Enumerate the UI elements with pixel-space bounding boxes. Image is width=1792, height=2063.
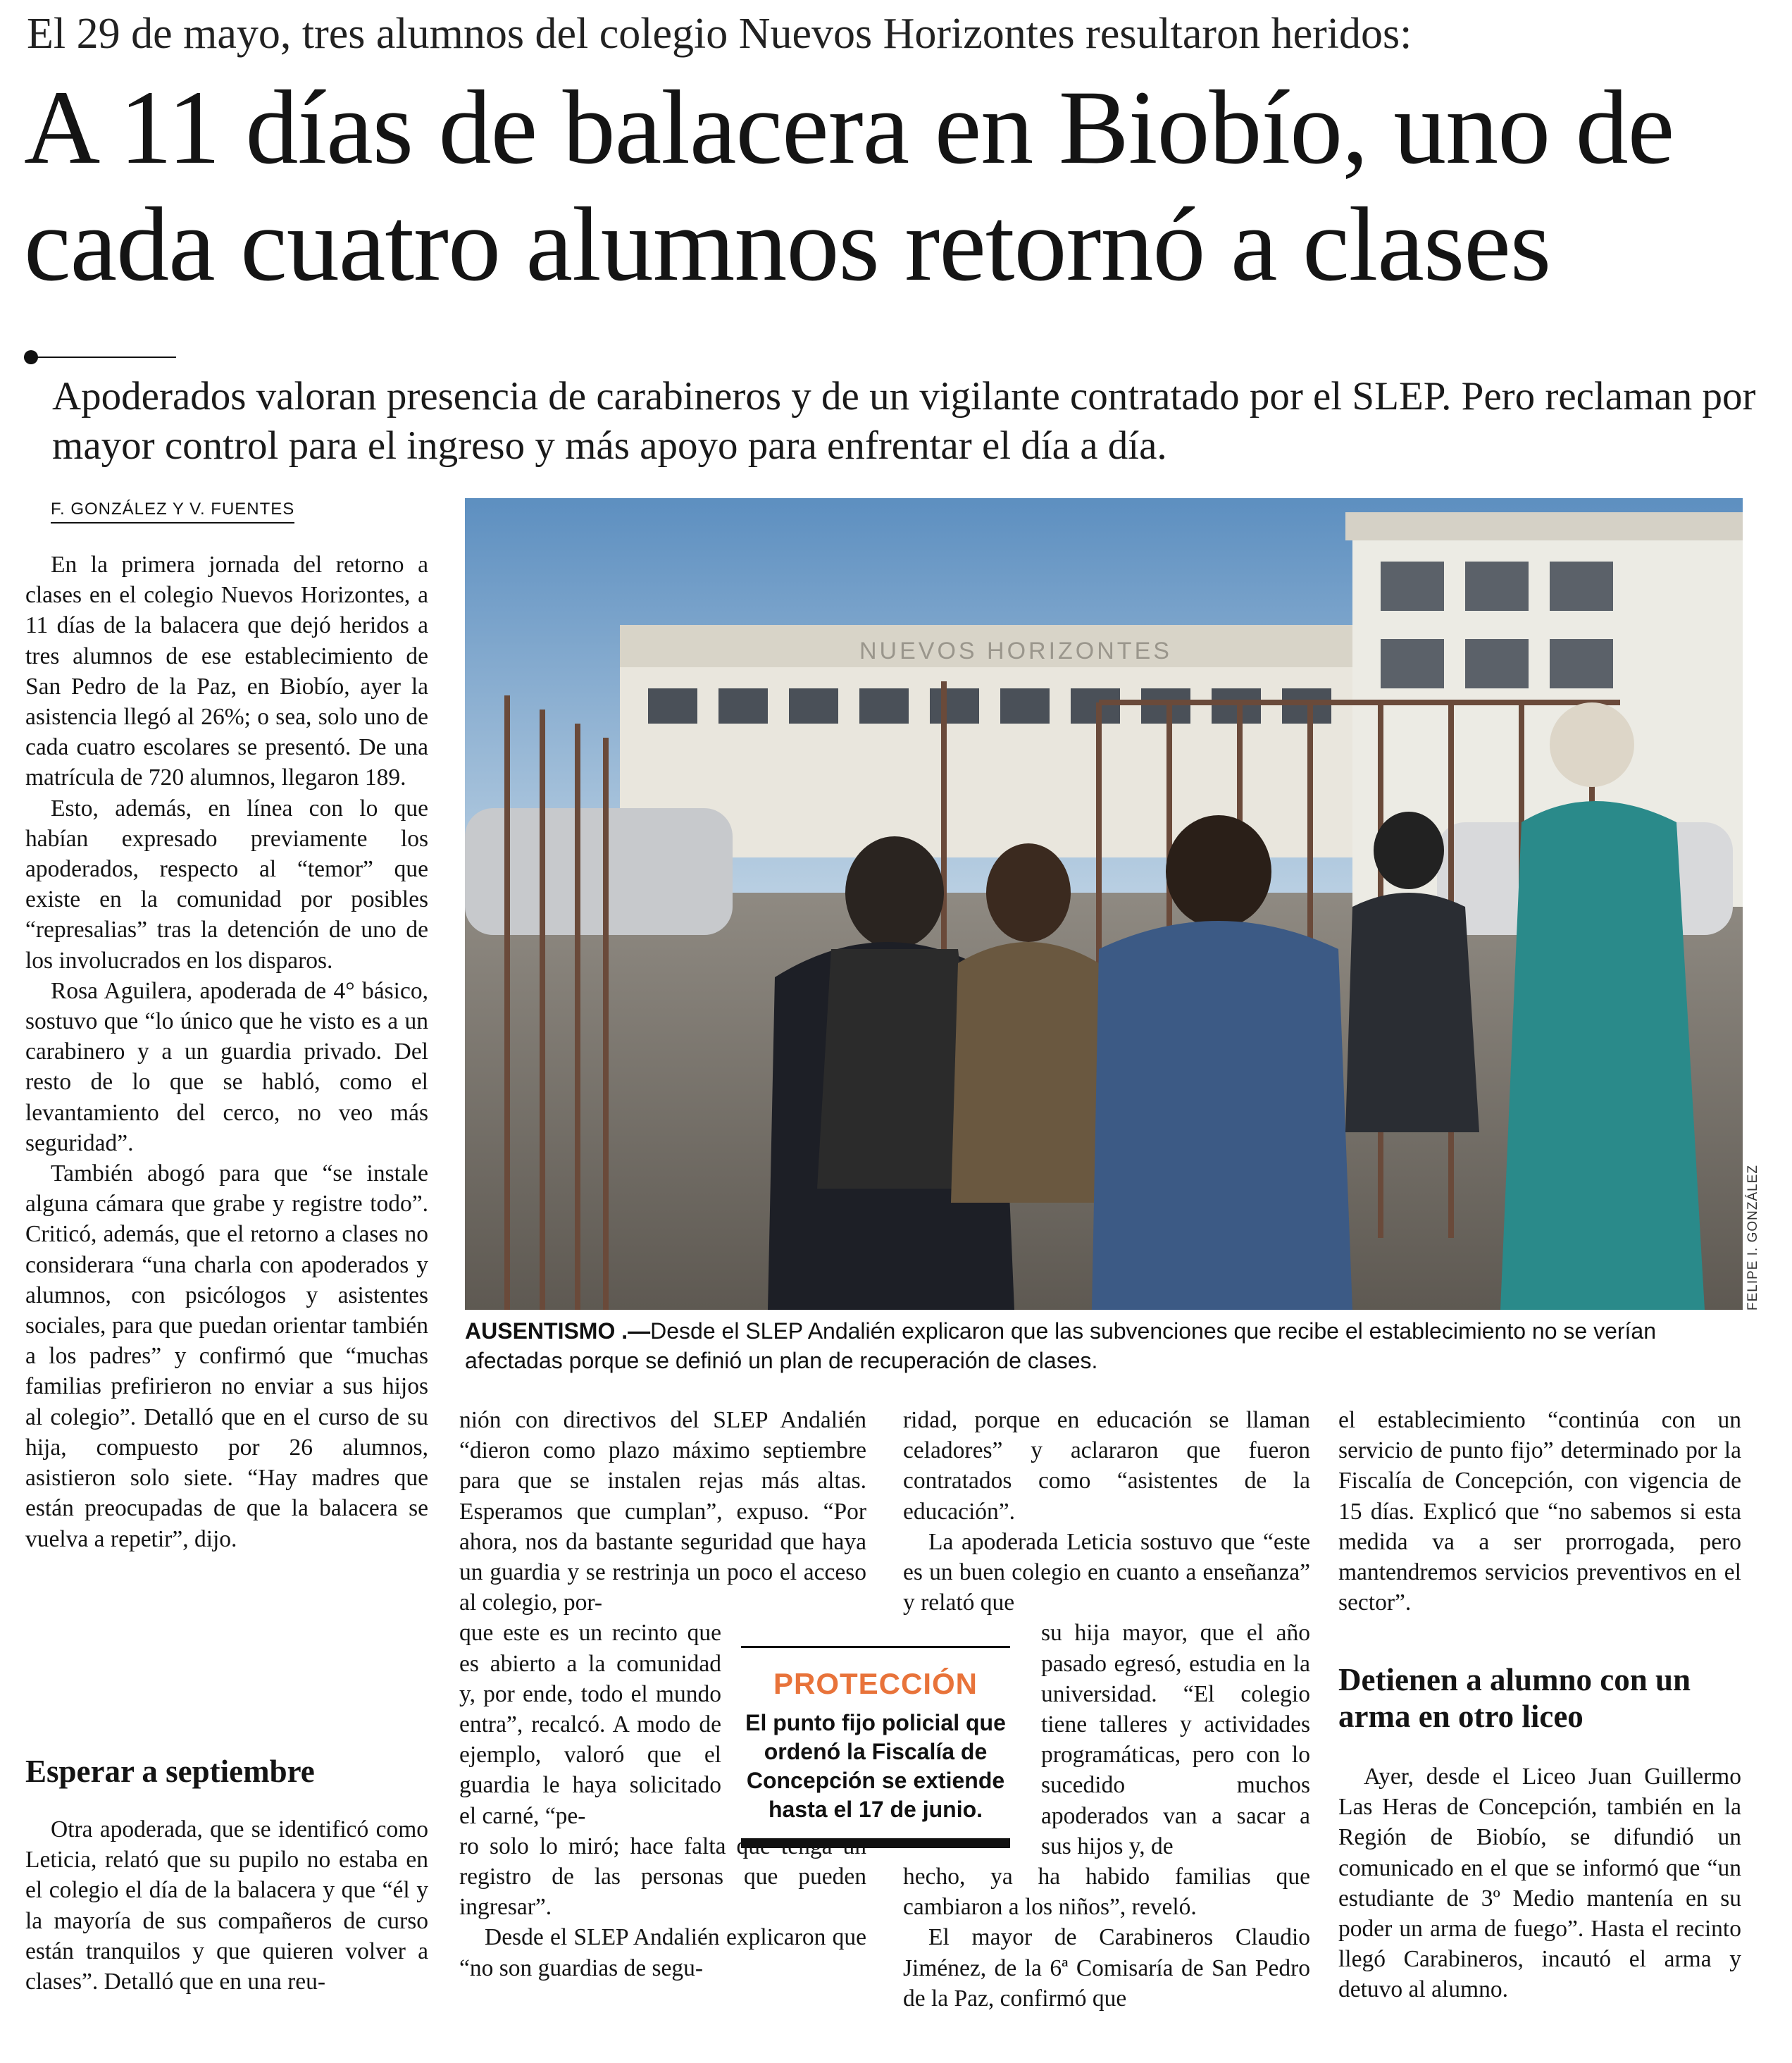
kicker: El 29 de mayo, tres alumnos del colegio Nuevos Horizontes resultaron heridos: <box>27 10 1412 58</box>
building-sign: NUEVOS HORIZONTES <box>859 638 1172 664</box>
caption-text: Desde el SLEP Andalién explicaron que las subvenciones que recibe el establecimiento no se verían afectadas porque se definió un plan de recuperación de clases. <box>465 1318 1656 1373</box>
paragraph: nión con directivos del SLEP Andalién “dieron como plazo máximo septiembre para que se instalen rejas más altas. Esperamos que cumplan”, expuso. “Por ahora, nos da bastante seguridad que haya un guardia y se restrinja un poco el acceso al colegio, por- <box>459 1407 866 1616</box>
column-4 <box>1338 1405 1741 1618</box>
column-1 <box>25 550 428 1554</box>
headline: A 11 días de balacera en Biobío, uno de cada cuatro alumnos retornó a clases <box>24 69 1674 303</box>
caption-label: AUSENTISMO .— <box>465 1318 651 1344</box>
paragraph: En la primera jornada del retorno a clases en el colegio Nuevos Horizontes, a 11 días de la balacera que dejó heridos a tres alumnos de ese establecimiento de San Pedro de la Paz, en Biobío, ayer la asistencia llegó al 26%; o sea, solo uno de cada cuatro escolares se presentó. De una matrícula de 720 alumnos, llegaron 189. <box>25 552 428 791</box>
subhead-esperar: Esperar a septiembre <box>25 1754 315 1789</box>
rule-line <box>31 357 176 358</box>
pull-quote-text: El punto fijo policial que ordenó la Fiscalía de Concepción se extiende hasta el 17 de junio. <box>745 1710 1006 1822</box>
paragraph: Rosa Aguilera, apoderada de 4° básico, sostuvo que “lo único que he visto es a un carabinero y a un guardia privado. Del resto de lo que se habló, como el levantamiento del cerco, no veo más seguridad”. <box>25 977 428 1156</box>
column-1-bottom <box>25 1814 428 1997</box>
paragraph: que este es un recinto que es abierto a la comunidad y, por ende, todo el mundo entra”, recalcó. A modo de ejemplo, valoró que el guardia le haya solicitado el carné, “pe- <box>459 1620 721 1829</box>
news-photo <box>465 498 1743 1310</box>
deck: Apoderados valoran presencia de carabineros y de un vigilante contratado por el SLEP. Pero reclaman por mayor control para el ingreso y más apoyo para enfrentar el día a día. <box>52 374 1756 468</box>
paragraph: Otra apoderada, que se identificó como Leticia, relató que su pupilo no estaba en el colegio el día de la balacera y que “él y la mayoría de sus compañeros de curso están tranquilos y que quieren volver a clases”. Detalló que en una reu- <box>25 1816 428 1995</box>
paragraph: ridad, porque en educación se llaman celadores” y aclararon que fueron contratados como “asistentes de la educación”. <box>903 1407 1310 1525</box>
photo-caption <box>465 1316 1740 1375</box>
paragraph: hecho, ya ha habido familias que cambiaron a los niños”, reveló. <box>903 1864 1310 1921</box>
subhead-detienen: Detienen a alumno con un arma en otro liceo <box>1338 1662 1691 1734</box>
byline: F. GONZÁLEZ Y V. FUENTES <box>51 500 294 524</box>
pull-quote <box>741 1646 1010 1848</box>
paragraph: ro solo lo miró; hace falta que tenga un registro de las personas que pueden ingresar”. <box>459 1833 866 1921</box>
photo-credit: FELIPE I. GONZÁLEZ <box>1746 1165 1760 1311</box>
paragraph: La apoderada Leticia sostuvo que “este es un buen colegio en cuanto a enseñanza” y relató que <box>903 1528 1310 1616</box>
paragraph: El mayor de Carabineros Claudio Jiménez, de la 6ª Comisaría de San Pedro de la Paz, confirmó que <box>903 1924 1310 2012</box>
paragraph: el establecimiento “continúa con un servicio de punto fijo” determinado por la Fiscalía de Concepción, con vigencia de 15 días. Explicó que “no sabemos si esta medida va a ser prorrogada, pero mantendremos servicios preventivos en el sector”. <box>1338 1407 1741 1616</box>
paragraph: Desde el SLEP Andalién explicaron que “no son guardias de segu- <box>459 1924 866 1981</box>
paragraph: También abogó para que “se instale alguna cámara que grabe y registre todo”. Criticó, además, que el retorno a clases no considerara “una charla con apoderados y alumnos, con psicólogos y asistentes sociales, para que puedan orientar también a los padres” y confirmó que “muchas familias prefirieron no enviar a sus hijos al colegio”. Detalló que en el curso de su hija, compuesto por 26 alumnos, asistieron solo siete. “Hay madres que están preocupadas de que la balacera se vuelva a repetir”, dijo. <box>25 1160 428 1552</box>
column-4-bottom <box>1338 1761 1741 2005</box>
paragraph: Esto, además, en línea con lo que habían expresado previamente los apoderados, respecto al “temor” que existe en la comunidad por posibles “represalias” tras la detención de uno de los involucrados en los disparos. <box>25 795 428 974</box>
pull-quote-title: PROTECCIÓN <box>773 1667 978 1700</box>
paragraph: Ayer, desde el Liceo Juan Guillermo Las Heras de Concepción, también en la Región de Biobío, se difundió un comunicado en el que se informó que “un estudiante de 3º Medio mantenía en su poder un arma de fuego”. Hasta el recinto llegó Carabineros, incautó el arma y detuvo al alumno. <box>1338 1764 1741 2003</box>
paragraph: su hija mayor, que el año pasado egresó, estudia en la universidad. “El colegio tiene talleres y actividades programáticas, pero con lo sucedido muchos apoderados van a sacar a sus hijos y, de <box>1041 1620 1310 1859</box>
